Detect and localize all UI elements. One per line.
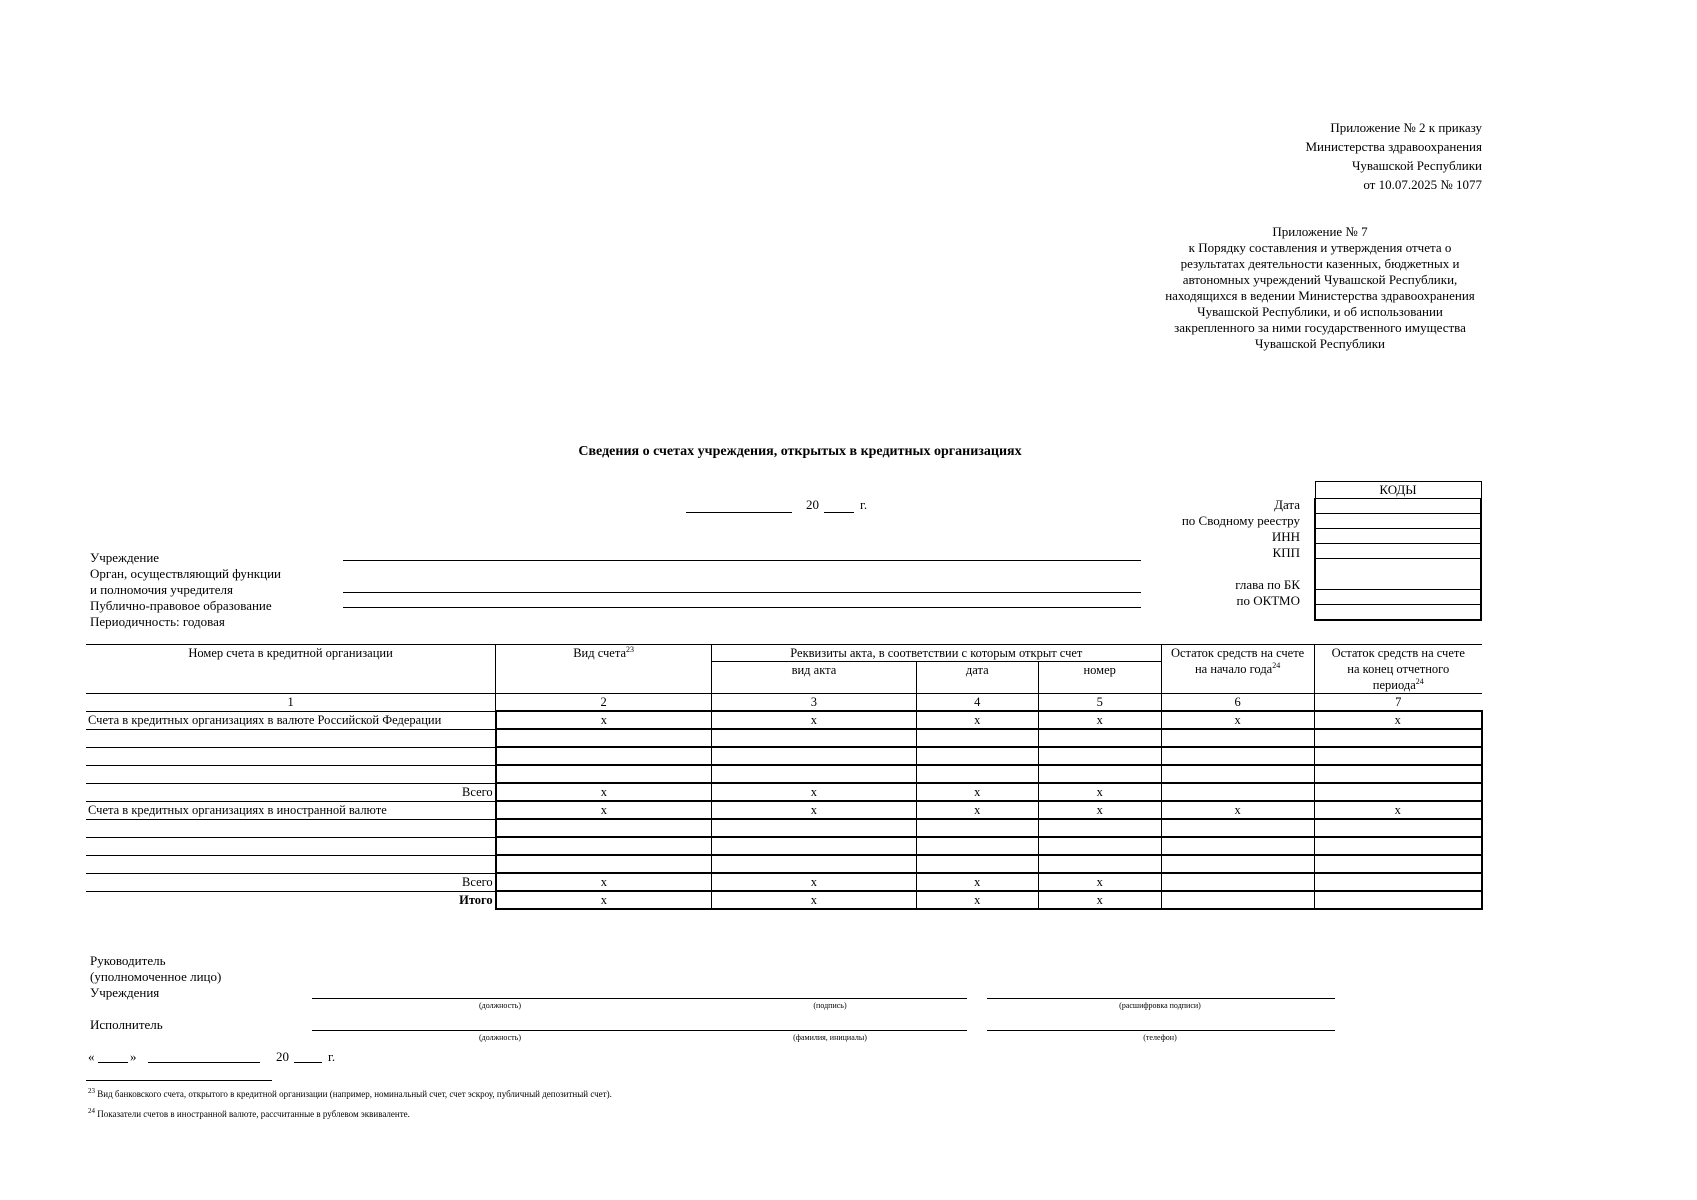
day-blank[interactable]: [98, 1062, 128, 1063]
col2-text: Вид счета: [573, 646, 626, 660]
table-row: [86, 891, 1482, 909]
table-row[interactable]: [86, 747, 1482, 765]
page-title: Сведения о счетах учреждения, открытых в кредитных организациях: [578, 444, 1022, 459]
data-cell[interactable]: [916, 765, 1038, 783]
data-cell[interactable]: [1161, 765, 1314, 783]
code-inn-cell[interactable]: [1315, 529, 1481, 544]
x-cell: x: [1038, 711, 1161, 729]
data-cell[interactable]: [712, 855, 917, 873]
account-number-cell[interactable]: [86, 765, 496, 783]
col-number: 7: [1314, 694, 1482, 712]
date-year-prefix: 20: [806, 497, 819, 512]
data-cell[interactable]: [1161, 837, 1314, 855]
executor-label: Исполнитель: [90, 1017, 163, 1032]
appendix7-block: [1160, 224, 1480, 352]
x-cell: x: [712, 873, 917, 891]
head-label-line: Руководитель: [90, 953, 166, 968]
col-number: 6: [1161, 694, 1314, 712]
data-cell[interactable]: [712, 837, 917, 855]
appendix2-line: Министерства здравоохранения: [1305, 139, 1482, 154]
data-cell[interactable]: [496, 765, 712, 783]
x-cell: x: [712, 783, 917, 801]
table-row[interactable]: [86, 819, 1482, 837]
col2-footnote-ref: 23: [626, 644, 634, 654]
data-cell[interactable]: [1314, 747, 1482, 765]
row-label-foreign-accounts: Счета в кредитных организациях в иностранной валюте: [86, 801, 496, 819]
data-cell[interactable]: [1161, 873, 1314, 891]
data-cell[interactable]: [1161, 729, 1314, 747]
x-cell: x: [916, 873, 1038, 891]
codes-header: КОДЫ: [1315, 482, 1481, 499]
footnote-23-text: Вид банковского счета, открытого в кредитной организации (например, номинальный счет, счет эскроу, публичный депозитный счет).: [97, 1089, 612, 1099]
col6-line2: [1164, 661, 1312, 677]
code-label-inn: ИНН: [1271, 529, 1300, 544]
date-blank-line[interactable]: [686, 512, 792, 513]
data-cell[interactable]: [1038, 855, 1161, 873]
caption-position: (должность): [479, 1033, 521, 1042]
x-cell: x: [1161, 801, 1314, 819]
x-cell: x: [1314, 801, 1482, 819]
col6-line1: Остаток средств на счете: [1170, 646, 1305, 660]
x-cell: x: [712, 801, 917, 819]
data-cell[interactable]: [1314, 855, 1482, 873]
data-cell[interactable]: [916, 819, 1038, 837]
col6-footnote-ref: 24: [1272, 660, 1281, 670]
head-label-line: Учреждения: [90, 985, 160, 1000]
col-number: 2: [496, 694, 712, 712]
data-cell[interactable]: [1314, 765, 1482, 783]
col-header-balance-start: [1161, 645, 1314, 694]
col-header-act-details: Реквизиты акта, в соответствии с которым открыт счет: [712, 645, 1162, 662]
table-row[interactable]: [86, 729, 1482, 747]
row-label-grand-total: Итого: [86, 891, 496, 909]
col7-line3-text: периода: [1372, 678, 1416, 692]
appendix2-line: от 10.07.2025 № 1077: [1363, 177, 1482, 192]
row-label-rub-accounts: Счета в кредитных организациях в валюте Российской Федерации: [86, 711, 496, 729]
row-label-total: Всего: [86, 873, 496, 891]
data-cell[interactable]: [1314, 837, 1482, 855]
col-header-act-date: дата: [916, 662, 1038, 694]
founder-input-line[interactable]: [343, 592, 1141, 593]
x-cell: x: [1038, 873, 1161, 891]
data-cell[interactable]: [1038, 819, 1161, 837]
data-cell[interactable]: [1314, 729, 1482, 747]
data-cell[interactable]: [496, 819, 712, 837]
left-fields: [90, 550, 390, 630]
data-cell[interactable]: [1314, 873, 1482, 891]
data-cell[interactable]: [1161, 855, 1314, 873]
x-cell: x: [1314, 711, 1482, 729]
x-cell: x: [1161, 711, 1314, 729]
appendix7-line: к Порядку составления и утверждения отчета о: [1188, 240, 1452, 255]
field-institution: Учреждение: [90, 550, 160, 565]
data-cell[interactable]: [1161, 819, 1314, 837]
data-cell[interactable]: [496, 747, 712, 765]
col-number: 1: [86, 694, 496, 712]
data-cell[interactable]: [1038, 729, 1161, 747]
codes-box: [1314, 481, 1482, 621]
appendix7-line: находящихся в ведении Министерства здравоохранения: [1165, 288, 1475, 303]
data-cell[interactable]: [1314, 783, 1482, 801]
date-close-quote: »: [130, 1049, 137, 1064]
x-cell: x: [916, 801, 1038, 819]
code-oktmo-cell[interactable]: [1315, 590, 1481, 605]
account-number-cell[interactable]: [86, 855, 496, 873]
head-label-line: (уполномоченное лицо): [90, 969, 222, 984]
data-cell[interactable]: [1038, 765, 1161, 783]
data-cell[interactable]: [712, 819, 917, 837]
col-number: 3: [712, 694, 917, 712]
footnote-24-number: 24: [88, 1107, 95, 1115]
table-row[interactable]: [86, 765, 1482, 783]
field-founder-2: и полномочия учредителя: [90, 582, 233, 597]
table-row: [86, 711, 1482, 729]
executor-position-name-line[interactable]: [312, 1030, 967, 1031]
code-date-cell[interactable]: [1315, 499, 1481, 514]
footnote-23: [88, 1086, 988, 1100]
x-cell: x: [916, 711, 1038, 729]
x-cell: x: [1038, 783, 1161, 801]
appendix7-line: Чувашской Республики, и об использовании: [1197, 304, 1443, 319]
data-cell[interactable]: [712, 747, 917, 765]
caption-name: (фамилия, инициалы): [793, 1033, 867, 1042]
field-periodicity: Периодичность: годовая: [90, 614, 225, 629]
code-bk-cell[interactable]: [1315, 559, 1481, 590]
table-row: [86, 873, 1482, 891]
row-label-total: Всего: [86, 783, 496, 801]
executor-phone-line[interactable]: [987, 1030, 1335, 1031]
appendix2-line: Приложение № 2 к приказу: [1330, 120, 1482, 135]
col-number: 4: [916, 694, 1038, 712]
code-label-bk: глава по БК: [1235, 577, 1300, 592]
col7-line3: [1317, 677, 1480, 693]
account-number-cell[interactable]: [86, 837, 496, 855]
account-number-cell[interactable]: [86, 729, 496, 747]
data-cell[interactable]: [916, 837, 1038, 855]
table-row[interactable]: [86, 837, 1482, 855]
head-decoding-line[interactable]: [987, 998, 1335, 999]
institution-input-line[interactable]: [343, 560, 1141, 561]
table-row: [86, 801, 1482, 819]
column-numbers-row: [86, 694, 1482, 712]
col-header-account-number: Номер счета в кредитной организации: [86, 645, 496, 694]
data-cell[interactable]: [1038, 837, 1161, 855]
caption-signature: (подпись): [813, 1001, 847, 1010]
code-label-kpp: КПП: [1272, 545, 1300, 560]
data-cell[interactable]: [1038, 747, 1161, 765]
account-number-cell[interactable]: [86, 819, 496, 837]
col7-line1: Остаток средств на счете: [1331, 646, 1465, 660]
code-extra-cell[interactable]: [1315, 605, 1481, 621]
code-kpp-cell[interactable]: [1315, 544, 1481, 559]
field-public-entity: Публично-правовое образование: [90, 598, 272, 613]
caption-position: (должность): [479, 1001, 521, 1010]
x-cell: x: [496, 783, 712, 801]
data-cell[interactable]: [916, 729, 1038, 747]
code-label-registry: по Сводному реестру: [1181, 513, 1300, 528]
col6-line2-text: на начало года: [1194, 662, 1273, 676]
caption-decoding: (расшифровка подписи): [1119, 1001, 1201, 1010]
footnote-24: [88, 1106, 988, 1120]
field-founder-1: Орган, осуществляющий функции: [90, 566, 281, 581]
data-cell[interactable]: [916, 855, 1038, 873]
code-label-oktmo: по ОКТМО: [1236, 593, 1300, 608]
data-cell[interactable]: [916, 747, 1038, 765]
x-cell: x: [916, 891, 1038, 909]
public-entity-input-line[interactable]: [343, 607, 1141, 608]
col-header-act-type: вид акта: [712, 662, 917, 694]
appendix2-line: Чувашской Республики: [1351, 158, 1482, 173]
x-cell: x: [496, 801, 712, 819]
appendix7-line: результатах деятельности казенных, бюджетных и: [1180, 256, 1460, 271]
data-cell[interactable]: [1161, 747, 1314, 765]
data-cell[interactable]: [1161, 891, 1314, 909]
head-position-signature-line[interactable]: [312, 998, 967, 999]
account-number-cell[interactable]: [86, 747, 496, 765]
appendix7-line: автономных учреждений Чувашской Республики,: [1182, 272, 1458, 287]
date-year-suffix: г.: [860, 497, 868, 512]
col-header-balance-end: [1314, 645, 1482, 694]
col7-footnote-ref: 24: [1415, 676, 1424, 686]
data-cell[interactable]: [712, 729, 917, 747]
date-year-blank[interactable]: [824, 512, 854, 513]
accounts-table: [86, 644, 1483, 910]
date-open-quote: «: [88, 1049, 95, 1064]
x-cell: x: [496, 711, 712, 729]
appendix2-block: [1100, 120, 1482, 196]
col7-line2: на конец отчетного: [1347, 662, 1450, 676]
sign-year-suffix: г.: [328, 1049, 336, 1064]
caption-phone: (телефон): [1143, 1033, 1177, 1042]
data-cell[interactable]: [1314, 891, 1482, 909]
table-row[interactable]: [86, 855, 1482, 873]
table-row: [86, 783, 1482, 801]
x-cell: x: [916, 783, 1038, 801]
data-cell[interactable]: [1314, 819, 1482, 837]
data-cell[interactable]: [496, 855, 712, 873]
x-cell: x: [712, 711, 917, 729]
x-cell: x: [496, 873, 712, 891]
data-cell[interactable]: [712, 765, 917, 783]
x-cell: x: [1038, 801, 1161, 819]
x-cell: x: [496, 891, 712, 909]
data-cell[interactable]: [496, 729, 712, 747]
footnote-23-number: 23: [88, 1087, 95, 1095]
sign-year-prefix: 20: [276, 1049, 289, 1064]
col-header-account-type: [496, 645, 712, 694]
appendix7-line: Чувашской Республики: [1254, 336, 1386, 351]
data-cell[interactable]: [496, 837, 712, 855]
month-blank[interactable]: [148, 1062, 260, 1063]
col-header-act-number: номер: [1038, 662, 1161, 694]
x-cell: x: [1038, 891, 1161, 909]
footnote-separator: [86, 1080, 272, 1081]
sign-year-blank[interactable]: [294, 1062, 322, 1063]
x-cell: x: [712, 891, 917, 909]
code-registry-cell[interactable]: [1315, 514, 1481, 529]
appendix7-line: закрепленного за ними государственного имущества: [1174, 320, 1466, 335]
footnote-24-text: Показатели счетов в иностранной валюте, рассчитанные в рублевом эквиваленте.: [97, 1109, 410, 1119]
data-cell[interactable]: [1161, 783, 1314, 801]
appendix7-line: Приложение № 7: [1272, 224, 1368, 239]
code-label-date: Дата: [1274, 497, 1300, 512]
col-number: 5: [1038, 694, 1161, 712]
head-label-block: [90, 953, 221, 1001]
